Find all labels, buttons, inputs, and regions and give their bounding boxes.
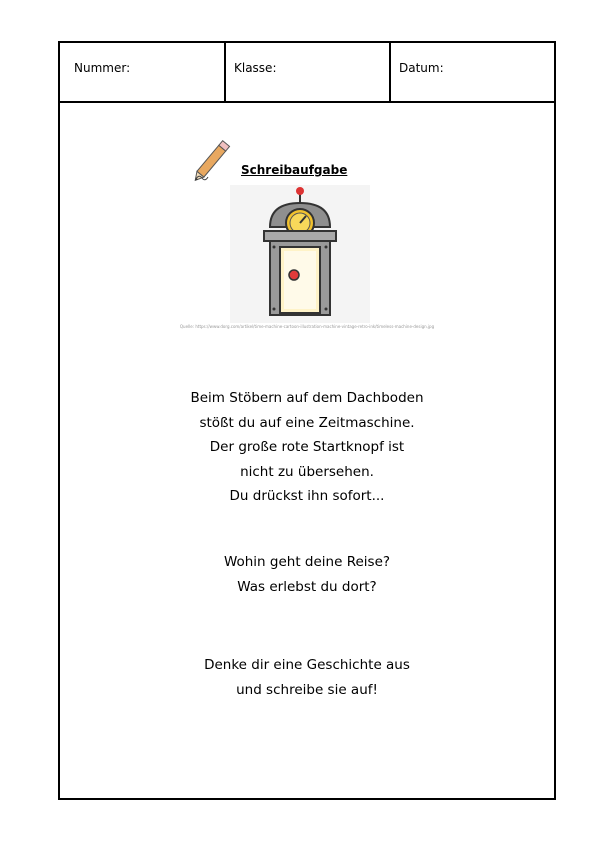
time-machine-image <box>230 185 370 323</box>
story-instruction <box>60 653 554 702</box>
worksheet-frame <box>58 41 556 800</box>
story-line: Der große rote Startknopf ist <box>209 439 405 455</box>
story-line: Du drückst ihn sofort... <box>229 488 385 504</box>
pencil-icon <box>184 129 242 191</box>
question-line: Was erlebst du dort? <box>237 578 377 595</box>
number-field[interactable] <box>60 43 226 101</box>
task-title: Schreibaufgabe <box>241 163 348 177</box>
class-field[interactable] <box>226 43 391 101</box>
instruction-line: und schreibe sie auf! <box>236 681 378 698</box>
header-table <box>60 43 554 103</box>
instruction-line: Denke dir eine Geschichte aus <box>204 657 410 673</box>
date-label: Datum: <box>399 61 444 75</box>
date-field[interactable] <box>391 43 554 101</box>
story-questions <box>60 550 554 599</box>
story-line: Beim Stöbern auf dem Dachboden <box>190 390 424 406</box>
class-label: Klasse: <box>234 61 277 75</box>
story-intro <box>60 386 554 509</box>
story-line: stößt du auf eine Zeitmaschine. <box>199 414 415 431</box>
image-source: Quelle: https://www.dorg.com/artikel/time-machine-cartoon-illustration-machine-vintage-retro-ink/timeless-machine-design.jpg <box>179 324 435 329</box>
story-line: nicht zu übersehen. <box>240 463 374 480</box>
question-line: Wohin geht deine Reise? <box>223 554 391 570</box>
number-label: Nummer: <box>74 61 131 75</box>
